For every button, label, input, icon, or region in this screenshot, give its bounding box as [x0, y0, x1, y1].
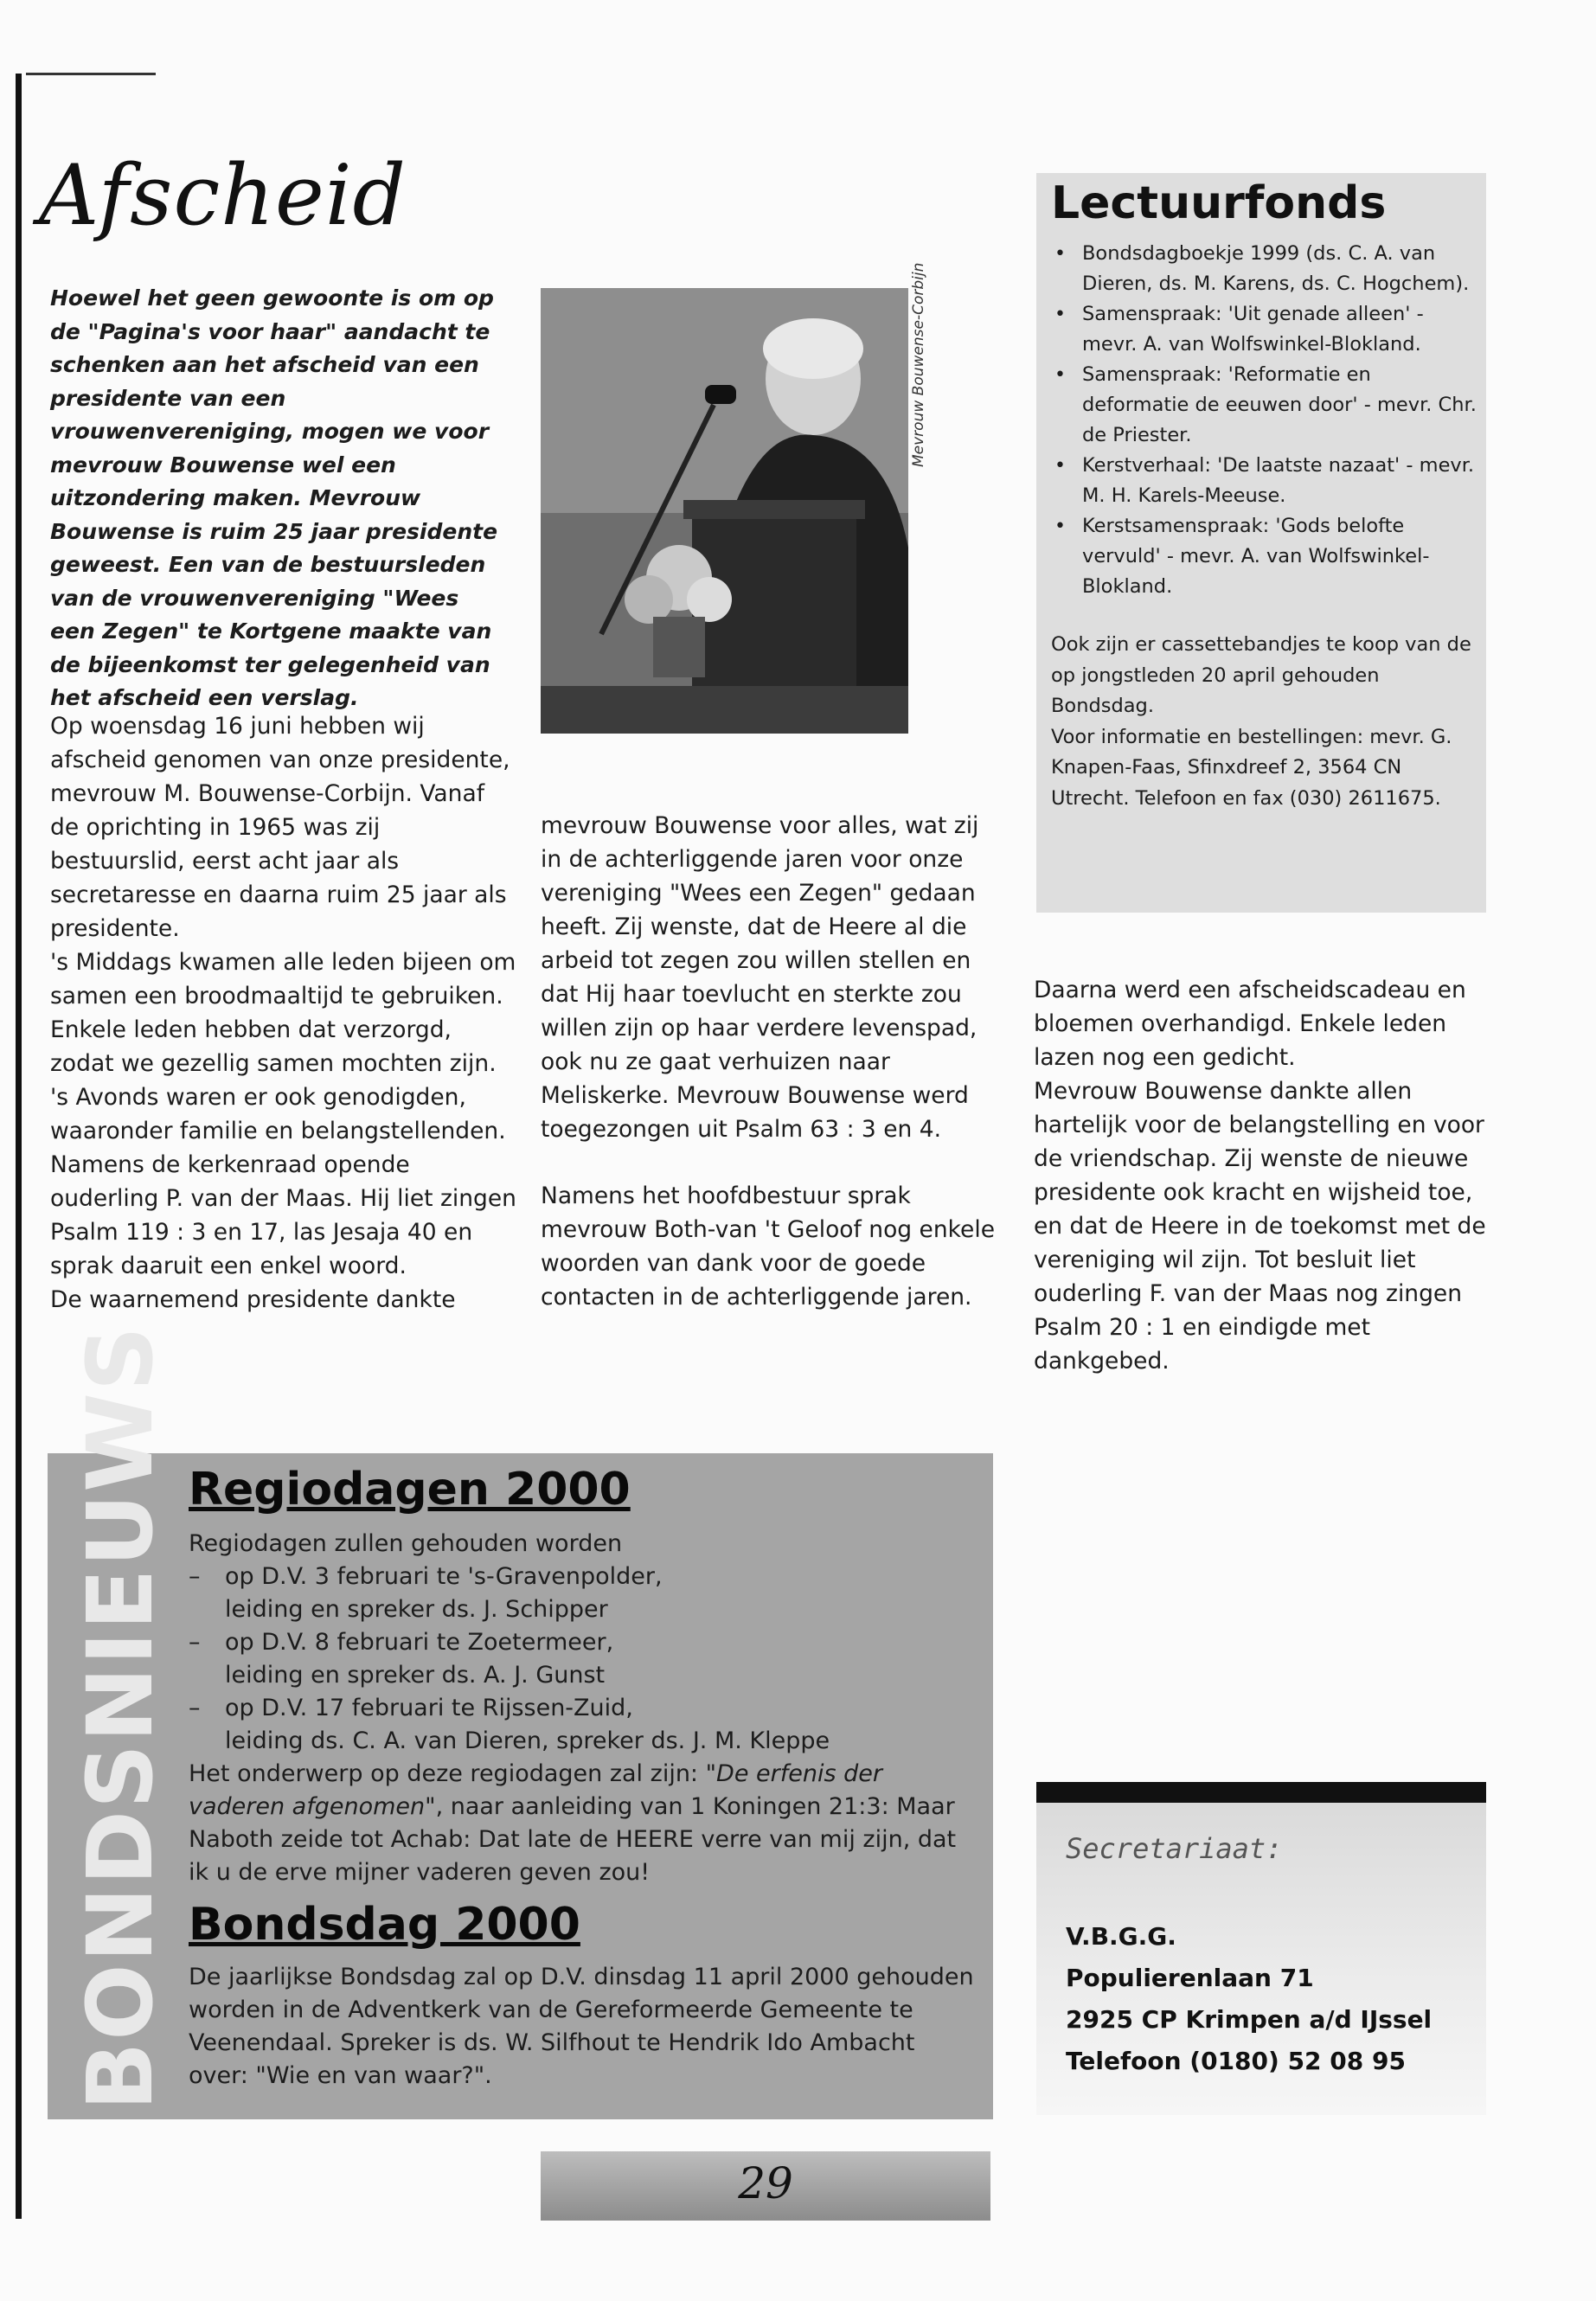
secretariaat-city: 2925 CP Krimpen a/d IJssel — [1066, 2005, 1433, 2034]
left-margin-bar — [16, 74, 22, 2219]
speaker-at-lectern-image — [541, 288, 908, 734]
regiodagen-subject — [189, 1758, 976, 1889]
bondsdag-title: Bondsdag 2000 — [189, 1899, 580, 1951]
article-column-3 — [1034, 973, 1501, 1378]
regiodagen-title: Regiodagen 2000 — [189, 1464, 631, 1516]
secretariaat-address — [1066, 1916, 1432, 2082]
list-item: • Kerstsamenspraak: 'Gods belofte vervuld' - mevr. A. van Wolfswinkel-Blokland. — [1051, 511, 1479, 602]
paragraph: Namens het hoofdbestuur sprak mevrouw Both-van 't Geloof nog enkele woorden van dank voor de goede contacten in de achterliggende jaren. — [541, 1183, 995, 1311]
list-item: • Samenspraak: 'Uit genade alleen' - mevr. A. van Wolfswinkel-Blokland. — [1051, 299, 1479, 360]
bondsdag-text: De jaarlijkse Bondsdag zal op D.V. dinsdag 11 april 2000 gehouden worden in de Adventkerk van de Gereformeerde Gemeente te Veenendaal. Spreker is ds. W. Silfhout te Hendrik Ido Ambacht over: "Wie en van waar?". — [189, 1964, 974, 2089]
list-item — [189, 1692, 967, 1758]
lectuurfonds-list — [1051, 239, 1479, 602]
article-column-2 — [541, 809, 999, 1314]
lectuurfonds-title: Lectuurfonds — [1051, 177, 1387, 229]
bondsnieuws-label: BONDSNIEUWS — [67, 1324, 173, 2111]
regiodag-date: – op D.V. 3 februari te 's-Gravenpolder, — [225, 1563, 663, 1590]
article-column-1 — [50, 709, 517, 1317]
list-item: • Bondsdagboekje 1999 (ds. C. A. van Dieren, ds. M. Karens, ds. C. Hogchem). — [1051, 239, 1479, 299]
paragraph: 's Avonds waren er ook genodigden, waaronder familie en belangstellenden. Namens de kerkenraad opende ouderling P. van der Maas. Hij liet zingen Psalm 119 : 3 en 17, las Jesaja 40 en sprak daaruit een enkel woord. — [50, 1084, 516, 1279]
lectuurfonds-contact: Voor informatie en bestellingen: mevr. G. Knapen-Faas, Sfinxdreef 2, 3564 CN Utrecht. Telefoon en fax (030) 2611675. — [1051, 725, 1452, 810]
paragraph: 's Middags kwamen alle leden bijeen om samen een broodmaaltijd te gebruiken. Enkele leden hebben dat verzorgd, zodat we gezellig samen mochten zijn. — [50, 949, 516, 1077]
subject-quote: "De erfenis der vaderen afgenomen" — [189, 1760, 882, 1820]
secretariaat-street: Populierenlaan 71 — [1066, 1964, 1314, 1992]
regiodagen-intro: Regiodagen zullen gehouden worden — [189, 1530, 623, 1557]
list-item: • Samenspraak: 'Reformatie en deformatie de eeuwen door' - mevr. Chr. de Priester. — [1051, 360, 1479, 451]
lectuurfonds-note: Ook zijn er cassettebandjes te koop van de op jongstleden 20 april gehouden Bondsdag. — [1051, 633, 1471, 717]
list-item: • Kerstverhaal: 'De laatste nazaat' - mevr. M. H. Karels-Meeuse. — [1051, 451, 1479, 511]
secretariaat-bar — [1036, 1782, 1486, 1803]
secretariaat-org: V.B.G.G. — [1066, 1922, 1176, 1951]
article-intro: Hoewel het geen gewoonte is om op de "Pagina's voor haar" aandacht te schenken aan het afscheid van een presidente van een vrouwenvereniging, mogen we voor mevrouw Bouwense wel een uitzondering maken. Mevrouw Bouwense is ruim 25 jaar presidente geweest. Een van de bestuursleden van de vrouwenvereniging "Wees een Zegen" te Kortgene maakte van de bijeenkomst ter gelegenheid van het afscheid een verslag. — [50, 285, 498, 710]
photo-caption: Mevrouw Bouwense-Corbijn — [910, 262, 927, 467]
list-item — [189, 1561, 967, 1626]
regiodagen-list — [189, 1561, 967, 1758]
subject-rest: , naar aanleiding van 1 Koningen 21:3: Maar Naboth zeide tot Achab: Dat late de HEERE verre van mij zijn, dat ik u de erve mijner vaderen geven zou! — [189, 1793, 957, 1886]
regiodag-speaker: leiding en spreker ds. J. Schipper — [225, 1596, 608, 1623]
article-title: Afscheid — [39, 147, 407, 244]
paragraph: De waarnemend presidente dankte — [50, 1286, 456, 1313]
subject-lead: Het onderwerp op deze regiodagen zal zijn: — [189, 1760, 706, 1787]
paragraph: Op woensdag 16 juni hebben wij afscheid genomen van onze presidente, mevrouw M. Bouwense-Corbijn. Vanaf de oprichting in 1965 was zij bestuurslid, eerst acht jaar als secretaresse en daarna ruim 25 jaar als presidente. — [50, 713, 510, 942]
secretariaat-title: Secretariaat: — [1066, 1832, 1283, 1865]
article-photo — [541, 288, 908, 734]
lectuurfonds-info — [1051, 630, 1479, 814]
top-rule — [26, 73, 156, 75]
secretariaat-phone: Telefoon (0180) 52 08 95 — [1066, 2047, 1406, 2075]
regiodag-speaker: leiding ds. C. A. van Dieren, spreker ds. J. M. Kleppe — [225, 1727, 830, 1754]
paragraph: Mevrouw Bouwense dankte allen hartelijk voor de belangstelling en voor de vriendschap. Zij wenste de nieuwe presidente ook kracht en wijsheid toe, en dat de Heere in de toekomst met de vereniging wil zijn. Tot besluit liet ouderling F. van der Maas nog zingen Psalm 20 : 1 en eindigde met dankgebed. — [1034, 1078, 1486, 1375]
list-item — [189, 1626, 967, 1692]
regiodag-speaker: leiding en spreker ds. A. J. Gunst — [225, 1662, 606, 1689]
paragraph: mevrouw Bouwense voor alles, wat zij in de achterliggende jaren voor onze vereniging "Wees een Zegen" gedaan heeft. Zij wenste, dat de Heere al die arbeid tot zegen zou willen stellen en dat Hij haar toevlucht en sterkte zou willen zijn op haar verdere levenspad, ook nu ze gaat verhuizen naar Meliskerke. Mevrouw Bouwense werd toegezongen uit Psalm 63 : 3 en 4. — [541, 812, 979, 1143]
paragraph: Daarna werd een afscheidscadeau en bloemen overhandigd. Enkele leden lazen nog een gedicht. — [1034, 977, 1466, 1071]
regiodag-date: – op D.V. 17 februari te Rijssen-Zuid, — [225, 1695, 633, 1721]
regiodag-date: – op D.V. 8 februari te Zoetermeer, — [225, 1629, 614, 1656]
page-number: 29 — [738, 2158, 793, 2208]
